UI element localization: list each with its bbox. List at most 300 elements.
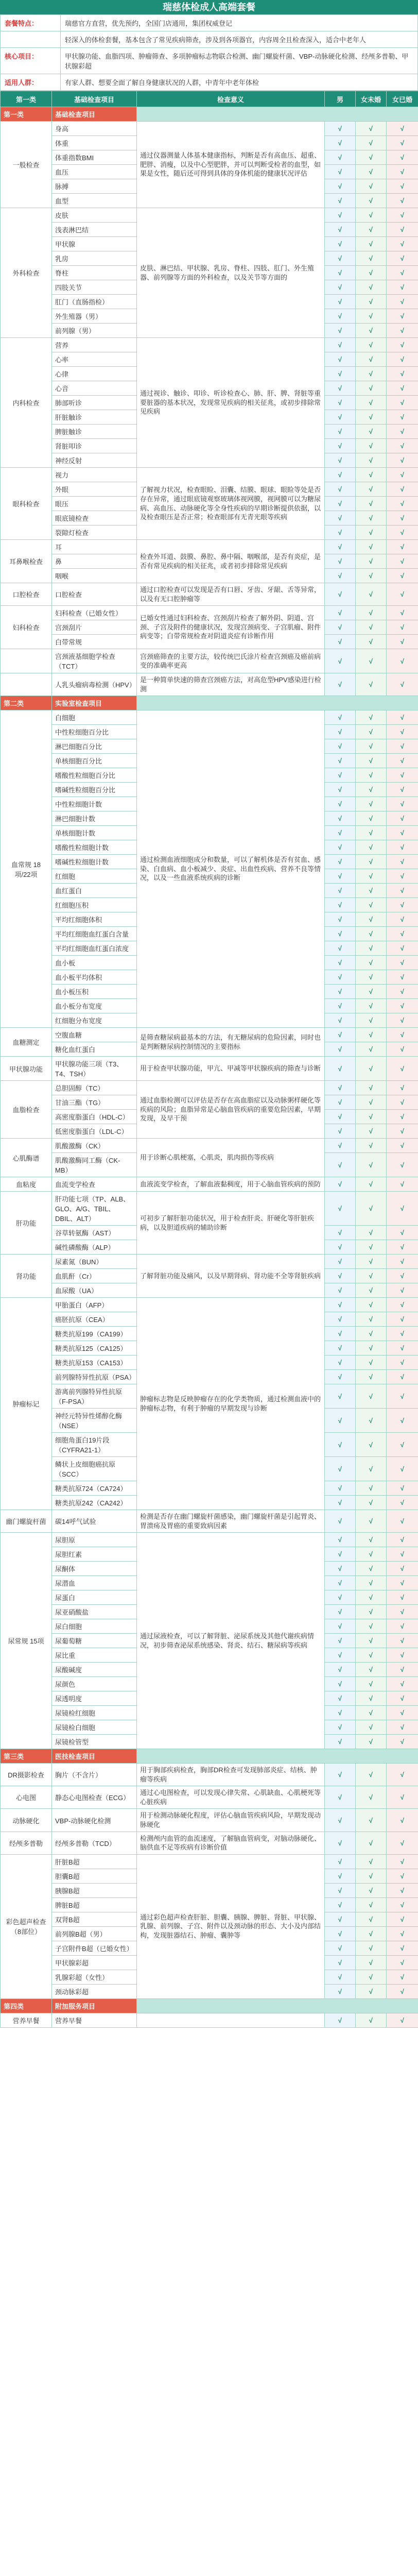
check-women-unmarried: √: [356, 381, 387, 396]
item-cell: 甲状腺彩超: [52, 1955, 137, 1970]
item-cell: 前列腺（男）: [52, 324, 137, 338]
item-cell: 脊柱: [52, 266, 137, 280]
check-women-unmarried: √: [356, 1735, 387, 1749]
check-women-unmarried: √: [356, 1510, 387, 1533]
meaning-cell: 通过尿液检查，可以了解肾脏、泌尿系统及其他代谢疾病情况，初步筛查泌尿系统感染、肾炎、结石、糖尿病等疾病: [137, 1533, 325, 1749]
check-women-unmarried: √: [356, 122, 387, 136]
table-row: [1, 1854, 418, 1869]
check-women-unmarried: √: [356, 410, 387, 425]
check-women-married: √: [387, 1706, 418, 1720]
meaning-cell: 通过口腔检查可以发现是否有口唇、牙齿、牙龈、舌等异常，以及有无口腔肿瘤等: [137, 583, 325, 606]
table-row: [1, 122, 418, 136]
check-women-unmarried: √: [356, 1110, 387, 1124]
item-cell: 营养早餐: [52, 2013, 137, 2027]
item-cell: 尿酮体: [52, 1562, 137, 1576]
check-women-unmarried: √: [356, 1547, 387, 1562]
check-women-married: √: [387, 739, 418, 754]
items-table: [0, 91, 418, 2028]
check-women-married: √: [387, 1832, 418, 1854]
check-men: √: [325, 1095, 356, 1110]
check-women-unmarried: √: [356, 1028, 387, 1042]
check-men: √: [325, 179, 356, 194]
check-women-unmarried: √: [356, 1926, 387, 1941]
category-cell: 彩色超声检查（8部位）: [1, 1854, 52, 1998]
meaning-cell: 用于胸部疾病检查，胸部DR检查可发现肺部炎症、结核、肿瘤等疾病: [137, 1764, 325, 1786]
category-cell: 血常规 18项/22项: [1, 710, 52, 1028]
check-men: √: [325, 338, 356, 352]
check-women-married: √: [387, 970, 418, 985]
check-women-married: √: [387, 869, 418, 884]
table-row: [1, 338, 418, 352]
check-women-unmarried: √: [356, 194, 387, 208]
section-row: [1, 696, 418, 710]
check-women-married: √: [387, 122, 418, 136]
check-women-unmarried: √: [356, 869, 387, 884]
item-cell: 单核细胞百分比: [52, 754, 137, 768]
category-cell: 耳鼻喉检查: [1, 540, 52, 583]
check-women-unmarried: √: [356, 912, 387, 927]
header-women-married: 女已婚: [387, 91, 418, 107]
check-men: √: [325, 855, 356, 869]
check-women-married: √: [387, 1533, 418, 1547]
check-women-unmarried: √: [356, 1481, 387, 1496]
check-women-married: √: [387, 620, 418, 635]
check-women-married: √: [387, 797, 418, 811]
check-women-married: √: [387, 1139, 418, 1153]
item-cell: 人乳头瘤病毒检测（HPV）: [52, 673, 137, 696]
check-women-unmarried: √: [356, 497, 387, 511]
meaning-cell: 检测颅内血管的血流速度，了解脑血管病变，对脑动脉硬化、脑供血不足等疾病有诊断价值: [137, 1832, 325, 1854]
check-women-unmarried: √: [356, 898, 387, 912]
check-women-married: √: [387, 956, 418, 970]
check-men: √: [325, 1619, 356, 1634]
table-row: [1, 673, 418, 696]
category-cell: 妇科检查: [1, 606, 52, 649]
info-row-core: [1, 48, 418, 74]
item-cell: 尿潜血: [52, 1576, 137, 1590]
check-women-unmarried: √: [356, 540, 387, 554]
item-cell: 细胞角蛋白19片段（CYFRA21-1）: [52, 1433, 137, 1457]
check-men: √: [325, 1124, 356, 1139]
info-text-audience: 有家人群、想要全面了解自身健康状况的人群，中青年中老年体检: [61, 74, 418, 91]
table-row: [1, 710, 418, 725]
check-women-married: √: [387, 1677, 418, 1691]
item-cell: 外眼: [52, 482, 137, 497]
check-men: √: [325, 739, 356, 754]
check-women-married: √: [387, 1341, 418, 1355]
check-men: √: [325, 1576, 356, 1590]
check-women-unmarried: √: [356, 739, 387, 754]
item-cell: 营养: [52, 338, 137, 352]
check-women-married: √: [387, 1457, 418, 1481]
item-cell: 尿镜检红细胞: [52, 1706, 137, 1720]
check-men: √: [325, 649, 356, 673]
section-row: [1, 107, 418, 122]
check-men: √: [325, 1663, 356, 1677]
item-cell: 浅表淋巴结: [52, 223, 137, 237]
check-women-unmarried: √: [356, 1139, 387, 1153]
check-men: √: [325, 1832, 356, 1854]
item-cell: 胆囊B超: [52, 1869, 137, 1883]
category-cell: 经颅多普勒: [1, 1832, 52, 1854]
table-row: [1, 2013, 418, 2027]
check-women-married: √: [387, 511, 418, 526]
table-row: [1, 1192, 418, 1226]
check-women-married: √: [387, 1663, 418, 1677]
check-men: √: [325, 1409, 356, 1433]
item-cell: 尿比重: [52, 1648, 137, 1663]
check-men: √: [325, 1926, 356, 1941]
check-women-married: √: [387, 783, 418, 797]
item-cell: 脾脏B超: [52, 1897, 137, 1912]
item-cell: 血压: [52, 165, 137, 179]
check-men: √: [325, 620, 356, 635]
check-women-unmarried: √: [356, 1576, 387, 1590]
item-cell: 嗜碱性粒细胞计数: [52, 855, 137, 869]
check-men: √: [325, 1970, 356, 1984]
check-men: √: [325, 295, 356, 309]
item-cell: 双肾B超: [52, 1912, 137, 1926]
check-men: √: [325, 725, 356, 739]
check-men: √: [325, 1764, 356, 1786]
check-women-unmarried: √: [356, 884, 387, 898]
check-men: √: [325, 768, 356, 783]
check-men: √: [325, 884, 356, 898]
check-women-married: √: [387, 1153, 418, 1177]
section-name: 第四类: [1, 1998, 52, 2013]
item-cell: 外生殖器（男）: [52, 309, 137, 324]
item-cell: 尿胆红素: [52, 1547, 137, 1562]
check-women-married: √: [387, 381, 418, 396]
check-men: √: [325, 869, 356, 884]
info-row-audience: [1, 74, 418, 91]
table-body: [1, 107, 418, 2028]
check-women-unmarried: √: [356, 1970, 387, 1984]
check-women-unmarried: √: [356, 941, 387, 956]
check-men: √: [325, 1634, 356, 1648]
item-cell: 鳞状上皮细胞癌抗原（SCC）: [52, 1457, 137, 1481]
item-cell: 神经元特异性烯醇化酶（NSE）: [52, 1409, 137, 1433]
item-cell: 尿白细胞: [52, 1619, 137, 1634]
category-cell: 肝功能: [1, 1192, 52, 1255]
check-men: √: [325, 1912, 356, 1926]
check-women-unmarried: √: [356, 1706, 387, 1720]
check-women-unmarried: √: [356, 1663, 387, 1677]
item-cell: 白带常规: [52, 635, 137, 649]
check-men: √: [325, 840, 356, 855]
check-women-married: √: [387, 1926, 418, 1941]
check-women-unmarried: √: [356, 266, 387, 280]
check-women-unmarried: √: [356, 1883, 387, 1897]
item-cell: 咽喉: [52, 569, 137, 583]
check-women-married: √: [387, 1720, 418, 1735]
item-cell: 甲状腺: [52, 237, 137, 251]
meaning-cell: 用于检测动脉硬化程度，评估心脑血管疾病风险，早期发现动脉硬化: [137, 1809, 325, 1832]
check-women-married: √: [387, 150, 418, 165]
check-women-unmarried: √: [356, 425, 387, 439]
check-women-unmarried: √: [356, 840, 387, 855]
meaning-cell: 皮肤、淋巴结、甲状腺、乳房、脊柱、四肢、肛门、外生殖器、前列腺等方面的外科检查，以及关节等方面的: [137, 208, 325, 338]
check-women-married: √: [387, 1409, 418, 1433]
table-row: [1, 606, 418, 620]
item-cell: 中性粒细胞计数: [52, 797, 137, 811]
item-cell: 裂隙灯检查: [52, 526, 137, 540]
item-cell: 尿镜检白细胞: [52, 1720, 137, 1735]
item-cell: 血型: [52, 194, 137, 208]
check-women-unmarried: √: [356, 1912, 387, 1926]
check-women-married: √: [387, 266, 418, 280]
section-label: 实验室检查项目: [52, 696, 137, 710]
check-men: √: [325, 381, 356, 396]
check-women-married: √: [387, 583, 418, 606]
check-women-unmarried: √: [356, 1355, 387, 1370]
check-women-unmarried: √: [356, 1457, 387, 1481]
check-women-married: √: [387, 1883, 418, 1897]
category-cell: 肿瘤标记: [1, 1298, 52, 1510]
info-label-core: 核心项目：: [1, 48, 61, 74]
check-women-married: √: [387, 1057, 418, 1081]
check-men: √: [325, 1192, 356, 1226]
check-men: √: [325, 635, 356, 649]
section-fill: [137, 1749, 418, 1764]
item-cell: 前列腺B超（男）: [52, 1926, 137, 1941]
check-women-married: √: [387, 309, 418, 324]
header-meaning: 检查意义: [137, 91, 325, 107]
info-label-features: 套餐特点：: [1, 15, 61, 31]
table-row: [1, 1510, 418, 1533]
item-cell: 糖类抗原724（CA724）: [52, 1481, 137, 1496]
check-men: √: [325, 927, 356, 941]
item-cell: 淋巴细胞百分比: [52, 739, 137, 754]
check-women-unmarried: √: [356, 1226, 387, 1240]
check-men: √: [325, 1533, 356, 1547]
check-women-married: √: [387, 1192, 418, 1226]
check-men: √: [325, 1496, 356, 1510]
item-cell: 心率: [52, 352, 137, 367]
check-men: √: [325, 1510, 356, 1533]
item-cell: 平均红细胞血红蛋白含量: [52, 927, 137, 941]
check-women-married: √: [387, 526, 418, 540]
check-men: √: [325, 280, 356, 295]
meaning-cell: 已婚女性通过妇科检查、宫颈刮片检查了解外阴、阴道、宫颈、子宫及附件的健康状况，发现宫颈病变、子宫肌瘤、附件病变等；白带常规检查对阴道炎症有诊断作用: [137, 606, 325, 649]
check-women-unmarried: √: [356, 1619, 387, 1634]
table-row: [1, 540, 418, 554]
check-men: √: [325, 1327, 356, 1341]
check-women-unmarried: √: [356, 526, 387, 540]
info-text-description: 轻深入的体检套餐，基本包含了常见疾病筛查，涉及到各项器官，内容周全且检查深入，适合中老年人: [61, 31, 418, 48]
item-cell: 甲胎蛋白（AFP）: [52, 1298, 137, 1312]
check-women-unmarried: √: [356, 754, 387, 768]
check-women-married: √: [387, 1042, 418, 1057]
item-cell: 肌酸激酶（CK）: [52, 1139, 137, 1153]
category-cell: 外科检查: [1, 208, 52, 338]
table-row: [1, 649, 418, 673]
check-women-unmarried: √: [356, 1433, 387, 1457]
check-men: √: [325, 266, 356, 280]
check-women-married: √: [387, 1013, 418, 1028]
check-women-unmarried: √: [356, 1955, 387, 1970]
check-men: √: [325, 1226, 356, 1240]
item-cell: 鼻: [52, 554, 137, 569]
table-row: [1, 208, 418, 223]
check-women-married: √: [387, 826, 418, 840]
check-women-married: √: [387, 1327, 418, 1341]
table-row: [1, 1255, 418, 1269]
item-cell: 血红蛋白: [52, 884, 137, 898]
check-women-married: √: [387, 1634, 418, 1648]
item-cell: 嗜碱性粒细胞百分比: [52, 783, 137, 797]
check-women-unmarried: √: [356, 511, 387, 526]
item-cell: 经颅多普勒（TCD）: [52, 1832, 137, 1854]
check-women-unmarried: √: [356, 569, 387, 583]
check-women-unmarried: √: [356, 1057, 387, 1081]
check-men: √: [325, 1481, 356, 1496]
check-women-unmarried: √: [356, 1677, 387, 1691]
category-cell: 尿常规 15项: [1, 1533, 52, 1749]
check-men: √: [325, 439, 356, 453]
check-men: √: [325, 1240, 356, 1255]
info-label-audience: 适用人群：: [1, 74, 61, 91]
check-women-married: √: [387, 251, 418, 266]
check-men: √: [325, 410, 356, 425]
item-cell: 糖类抗原153（CA153）: [52, 1355, 137, 1370]
check-men: √: [325, 1013, 356, 1028]
check-women-married: √: [387, 912, 418, 927]
section-name: 第二类: [1, 696, 52, 710]
item-cell: 嗜酸性粒细胞百分比: [52, 768, 137, 783]
check-women-married: √: [387, 606, 418, 620]
header-women-unmarried: 女未婚: [356, 91, 387, 107]
check-men: √: [325, 673, 356, 696]
info-label-description: [1, 31, 61, 48]
check-women-married: √: [387, 1547, 418, 1562]
item-cell: 总胆固醇（TC）: [52, 1081, 137, 1095]
check-women-married: √: [387, 1809, 418, 1832]
check-women-unmarried: √: [356, 635, 387, 649]
check-women-unmarried: √: [356, 1327, 387, 1341]
check-women-unmarried: √: [356, 725, 387, 739]
item-cell: 淋巴细胞计数: [52, 811, 137, 826]
check-men: √: [325, 425, 356, 439]
item-cell: 谷草转氨酶（AST）: [52, 1226, 137, 1240]
check-men: √: [325, 208, 356, 223]
check-women-unmarried: √: [356, 1255, 387, 1269]
check-women-unmarried: √: [356, 150, 387, 165]
table-row: [1, 1764, 418, 1786]
check-women-unmarried: √: [356, 811, 387, 826]
item-cell: 尿胆原: [52, 1533, 137, 1547]
check-men: √: [325, 1869, 356, 1883]
check-women-married: √: [387, 1590, 418, 1605]
check-women-married: √: [387, 1481, 418, 1496]
check-men: √: [325, 1283, 356, 1298]
check-men: √: [325, 511, 356, 526]
check-men: √: [325, 1809, 356, 1832]
item-cell: 神经反射: [52, 453, 137, 468]
check-women-married: √: [387, 1312, 418, 1327]
check-women-unmarried: √: [356, 1869, 387, 1883]
header-category: 第一类: [1, 91, 52, 107]
item-cell: 血小板分布宽度: [52, 999, 137, 1013]
check-women-unmarried: √: [356, 223, 387, 237]
check-men: √: [325, 797, 356, 811]
item-cell: 妇科检查（已婚女性）: [52, 606, 137, 620]
item-cell: 前列腺特异性抗原（PSA）: [52, 1370, 137, 1384]
check-women-married: √: [387, 673, 418, 696]
check-women-unmarried: √: [356, 309, 387, 324]
meaning-cell: 可初步了解肝脏功能状况，用于检查肝炎、肝硬化等肝脏疾病，以及胆道疾病的辅助诊断: [137, 1192, 325, 1255]
check-men: √: [325, 526, 356, 540]
meaning-cell: 用于诊断心肌梗塞，心肌炎，肌肉损伤等疾病: [137, 1139, 325, 1177]
meaning-cell: 了解视力状况，检查眼睑、泪囊、结膜、眼球、眼睑等处是否存在异常，通过眼底镜观察玻璃体视网膜，视网膜可以为糖尿病、高血压、动脉硬化等全身性疾病的早期诊断提供依据，以及检查眼压是否正常；检查眼部有无青光眼等疾病: [137, 468, 325, 540]
category-cell: 肾功能: [1, 1255, 52, 1298]
category-cell: 口腔检查: [1, 583, 52, 606]
check-women-married: √: [387, 811, 418, 826]
category-cell: 血粘度: [1, 1177, 52, 1192]
check-women-unmarried: √: [356, 783, 387, 797]
check-men: √: [325, 1177, 356, 1192]
check-men: √: [325, 583, 356, 606]
item-cell: VBP-动脉硬化检测: [52, 1809, 137, 1832]
check-women-married: √: [387, 1081, 418, 1095]
item-cell: 尿镜检管型: [52, 1735, 137, 1749]
item-cell: 血肌酐（Cr）: [52, 1269, 137, 1283]
meaning-cell: 血液流变学检查，了解血液黏稠度，用于心脑血管疾病的预防: [137, 1177, 325, 1192]
check-women-married: √: [387, 1110, 418, 1124]
check-men: √: [325, 1590, 356, 1605]
item-cell: 红细胞: [52, 869, 137, 884]
item-cell: 乳房: [52, 251, 137, 266]
check-women-unmarried: √: [356, 985, 387, 999]
meaning-cell: 通过血脂检测可以评估是否存在高血脂症以及动脉粥样硬化等疾病的风险；血脂异常是心脑血管疾病的重要危险因素，早期发现，及早干预: [137, 1081, 325, 1139]
check-women-married: √: [387, 208, 418, 223]
check-women-married: √: [387, 396, 418, 410]
check-men: √: [325, 1110, 356, 1124]
check-women-unmarried: √: [356, 1854, 387, 1869]
check-women-married: √: [387, 941, 418, 956]
check-women-unmarried: √: [356, 1384, 387, 1409]
check-men: √: [325, 1355, 356, 1370]
item-cell: 宫颈刮片: [52, 620, 137, 635]
check-women-married: √: [387, 1562, 418, 1576]
check-women-unmarried: √: [356, 295, 387, 309]
item-cell: 平均红细胞体积: [52, 912, 137, 927]
check-women-married: √: [387, 280, 418, 295]
table-row: [1, 1809, 418, 1832]
check-women-unmarried: √: [356, 338, 387, 352]
item-cell: 糖类抗原199（CA199）: [52, 1327, 137, 1341]
item-cell: 眼压: [52, 497, 137, 511]
check-women-married: √: [387, 468, 418, 482]
check-men: √: [325, 497, 356, 511]
check-women-married: √: [387, 1970, 418, 1984]
check-women-unmarried: √: [356, 768, 387, 783]
item-cell: 血小板平均体积: [52, 970, 137, 985]
check-women-unmarried: √: [356, 1562, 387, 1576]
meaning-cell: 是筛查糖尿病最基本的方法，有无糖尿病的危险因素，同时也是判断糖尿病控制情况的主要指标: [137, 1028, 325, 1057]
check-women-married: √: [387, 1370, 418, 1384]
check-women-unmarried: √: [356, 453, 387, 468]
item-cell: 碳14呼气试验: [52, 1510, 137, 1533]
check-men: √: [325, 606, 356, 620]
item-cell: 糖类抗原242（CA242）: [52, 1496, 137, 1510]
check-men: √: [325, 554, 356, 569]
check-women-married: √: [387, 1912, 418, 1926]
item-cell: 尿蛋白: [52, 1590, 137, 1605]
table-row: [1, 468, 418, 482]
check-men: √: [325, 352, 356, 367]
section-row: [1, 1998, 418, 2013]
